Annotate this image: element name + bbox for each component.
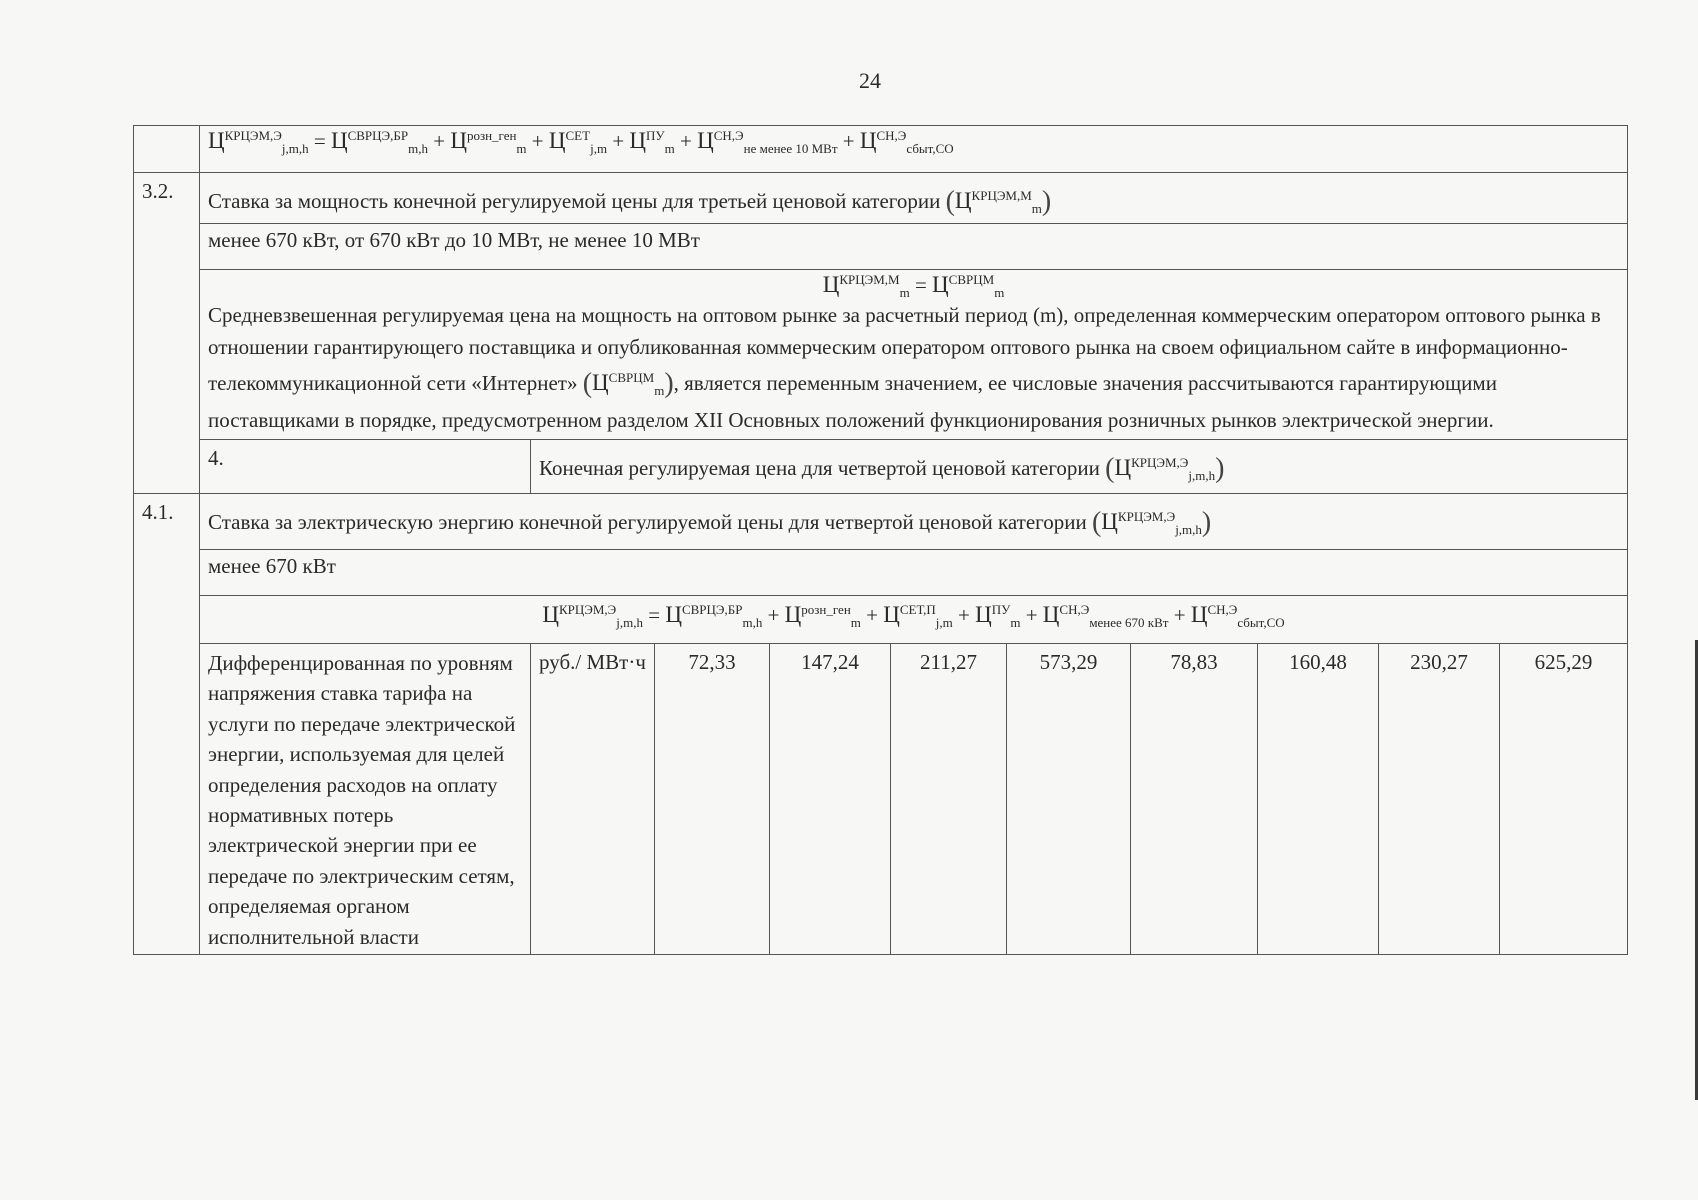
formula-top: $Ц^{КРЦЭМ,Э}_{j,m,h} = Ц^{СВРЦЭ,БР}_{m,h} + Ц^{розн\_ген}_m + Ц^{СЕТ}_{j,m} + Ц^{ПУ}_m + Ц^{СН,Э}_{не менее 10 МВт} + Ц^{СН,Э}_{сбыт,СО}$ bbox=[200, 126, 1628, 173]
rate-value: 211,27 bbox=[891, 643, 1007, 954]
table-row bbox=[134, 223, 1628, 269]
table-row bbox=[134, 126, 1628, 173]
rate-value: 160,48 bbox=[1258, 643, 1379, 954]
table-row bbox=[134, 549, 1628, 595]
section-3-2-title: Ставка за мощность конечной регулируемой цены для третьей ценовой категории $(Ц^{КРЦЭМ,М}_m)$ bbox=[200, 173, 1628, 224]
rate-description: Дифференцированная по уровням напряжения ставка тарифа на услуги по передаче электрической энергии, используемая для целей определения расходов на оплату нормативных потерь электрической энергии при ее передаче по электрическим сетям, определяемая органом исполнительной власти bbox=[200, 643, 531, 954]
number-cell-empty bbox=[134, 126, 200, 173]
rate-unit: руб./ МВт·ч bbox=[531, 643, 655, 954]
section-3-2-formula: $Ц^{КРЦЭМ,М}_m = Ц^{СВРЦМ}_m$ bbox=[822, 271, 1005, 300]
rate-value: 625,29 bbox=[1500, 643, 1628, 954]
table-row bbox=[134, 493, 1628, 549]
rate-value: 78,83 bbox=[1131, 643, 1258, 954]
rate-value: 573,29 bbox=[1007, 643, 1131, 954]
section-4-1-range: менее 670 кВт bbox=[200, 549, 1628, 595]
section-4-1-formula: $Ц^{КРЦЭМ,Э}_{j,m,h} = Ц^{СВРЦЭ,БР}_{m,h} + Ц^{розн\_ген}_m + Ц^{СЕТ,П}_{j,m} + Ц^{ПУ}_m + Ц^{СН,Э}_{менее 670 кВт} + Ц^{СН,Э}_{сбыт,СО}$ bbox=[200, 595, 1628, 643]
table-row bbox=[134, 173, 1628, 224]
section-4-title: Конечная регулируемая цена для четвертой ценовой категории $(Ц^{КРЦЭМ,Э}_{j,m,h})$ bbox=[531, 439, 1628, 493]
table-row bbox=[134, 269, 1628, 439]
table-row bbox=[134, 595, 1628, 643]
table-row bbox=[134, 439, 1628, 493]
rate-value: 147,24 bbox=[770, 643, 891, 954]
section-3-2-range: менее 670 кВт, от 670 кВт до 10 МВт, не менее 10 МВт bbox=[200, 223, 1628, 269]
table-row bbox=[134, 643, 1628, 954]
section-number-4: 4. bbox=[200, 439, 531, 493]
page-number: 24 bbox=[859, 68, 881, 93]
section-3-2-description: Средневзвешенная регулируемая цена на мощность на оптовом рынке за расчетный период (m), определенная коммерческим оператором оптового рынка в отношении гарантирующего поставщика и опубликованная коммерческим оператором оптового рынка на своем официальном сайте в информационно-телекоммуникационной сети «Интернет» $(Ц^{СВРЦМ}_m)$, является переменным значением, ее числовые значения рассчитываются гарантирующими поставщиками в порядке, предусмотренном разделом XII Основных положений функционирования розничных рынков электрической энергии. bbox=[208, 303, 1601, 433]
rate-value: 230,27 bbox=[1379, 643, 1500, 954]
section-number-3-2: 3.2. bbox=[134, 173, 200, 494]
section-number-4-1: 4.1. bbox=[134, 493, 200, 954]
rate-value: 72,33 bbox=[655, 643, 770, 954]
section-4-1-title: Ставка за электрическую энергию конечной регулируемой цены для четвертой ценовой категории $(Ц^{КРЦЭМ,Э}_{j,m,h})$ bbox=[200, 493, 1628, 549]
section-3-2-formula-and-description bbox=[200, 269, 1628, 439]
tariff-table bbox=[133, 125, 1628, 955]
